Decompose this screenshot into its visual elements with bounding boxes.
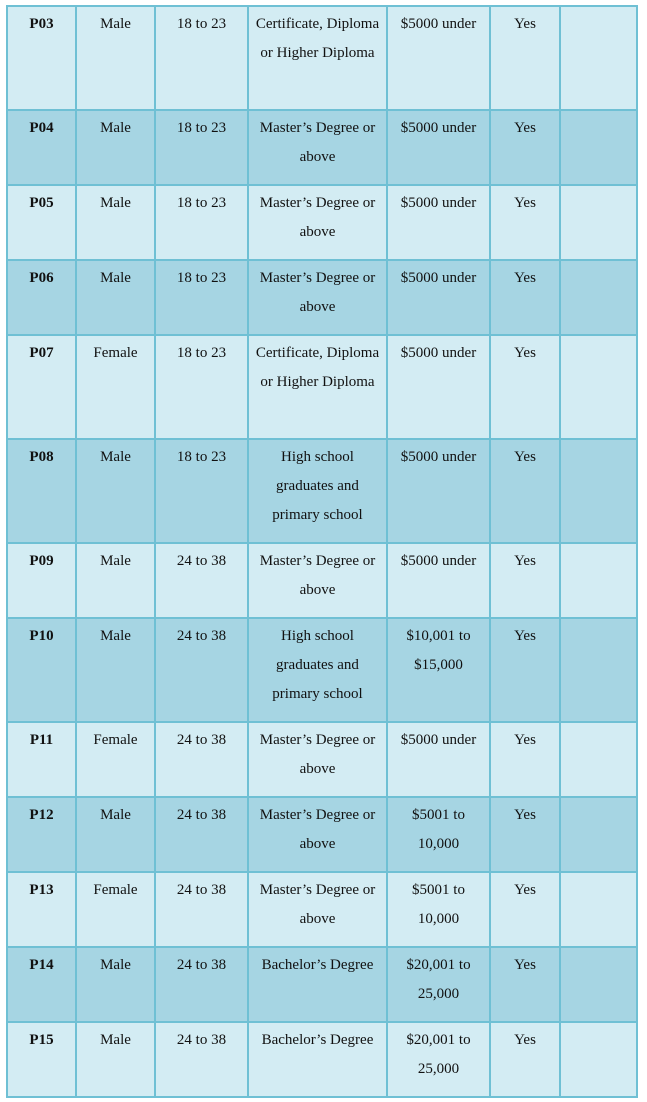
table-row bbox=[7, 110, 637, 185]
income-cell: $5001 to 10,000 bbox=[387, 797, 490, 872]
answer-cell: Yes bbox=[490, 872, 560, 947]
income-cell: $10,001 to $15,000 bbox=[387, 618, 490, 722]
table-row bbox=[7, 618, 637, 722]
empty-cell bbox=[560, 439, 637, 543]
participant-id-cell: P14 bbox=[7, 947, 76, 1022]
age-cell: 24 to 38 bbox=[155, 543, 248, 618]
empty-cell bbox=[560, 110, 637, 185]
table-row bbox=[7, 335, 637, 439]
empty-cell bbox=[560, 543, 637, 618]
gender-cell: Female bbox=[76, 872, 155, 947]
answer-cell: Yes bbox=[490, 110, 560, 185]
education-cell: Master’s Degree or above bbox=[248, 543, 387, 618]
education-cell: Certificate, Diploma or Higher Diploma bbox=[248, 335, 387, 439]
answer-cell: Yes bbox=[490, 185, 560, 260]
age-cell: 18 to 23 bbox=[155, 260, 248, 335]
empty-cell bbox=[560, 260, 637, 335]
empty-cell bbox=[560, 1022, 637, 1097]
empty-cell bbox=[560, 185, 637, 260]
income-cell: $5000 under bbox=[387, 722, 490, 797]
gender-cell: Male bbox=[76, 797, 155, 872]
participant-id-cell: P08 bbox=[7, 439, 76, 543]
income-cell: $5001 to 10,000 bbox=[387, 872, 490, 947]
participant-id-cell: P10 bbox=[7, 618, 76, 722]
participant-id-cell: P07 bbox=[7, 335, 76, 439]
table-row bbox=[7, 6, 637, 110]
education-cell: Bachelor’s Degree bbox=[248, 947, 387, 1022]
answer-cell: Yes bbox=[490, 6, 560, 110]
education-cell: Bachelor’s Degree bbox=[248, 1022, 387, 1097]
income-cell: $20,001 to 25,000 bbox=[387, 947, 490, 1022]
age-cell: 24 to 38 bbox=[155, 618, 248, 722]
gender-cell: Male bbox=[76, 260, 155, 335]
answer-cell: Yes bbox=[490, 722, 560, 797]
table-row bbox=[7, 797, 637, 872]
gender-cell: Female bbox=[76, 335, 155, 439]
answer-cell: Yes bbox=[490, 797, 560, 872]
answer-cell: Yes bbox=[490, 335, 560, 439]
table-row bbox=[7, 722, 637, 797]
participants-table bbox=[6, 5, 638, 1098]
age-cell: 24 to 38 bbox=[155, 797, 248, 872]
participant-id-cell: P06 bbox=[7, 260, 76, 335]
participant-id-cell: P04 bbox=[7, 110, 76, 185]
empty-cell bbox=[560, 335, 637, 439]
education-cell: Master’s Degree or above bbox=[248, 722, 387, 797]
table-row bbox=[7, 439, 637, 543]
income-cell: $5000 under bbox=[387, 260, 490, 335]
gender-cell: Male bbox=[76, 543, 155, 618]
table-row bbox=[7, 1022, 637, 1097]
income-cell: $5000 under bbox=[387, 110, 490, 185]
education-cell: Master’s Degree or above bbox=[248, 797, 387, 872]
participant-id-cell: P13 bbox=[7, 872, 76, 947]
answer-cell: Yes bbox=[490, 1022, 560, 1097]
education-cell: High school graduates and primary school bbox=[248, 618, 387, 722]
answer-cell: Yes bbox=[490, 618, 560, 722]
participant-id-cell: P03 bbox=[7, 6, 76, 110]
age-cell: 18 to 23 bbox=[155, 439, 248, 543]
age-cell: 18 to 23 bbox=[155, 335, 248, 439]
age-cell: 24 to 38 bbox=[155, 872, 248, 947]
gender-cell: Female bbox=[76, 722, 155, 797]
table-row bbox=[7, 947, 637, 1022]
participants-table-container bbox=[6, 5, 636, 1098]
income-cell: $5000 under bbox=[387, 439, 490, 543]
age-cell: 18 to 23 bbox=[155, 185, 248, 260]
age-cell: 24 to 38 bbox=[155, 1022, 248, 1097]
participant-id-cell: P05 bbox=[7, 185, 76, 260]
gender-cell: Male bbox=[76, 947, 155, 1022]
empty-cell bbox=[560, 6, 637, 110]
education-cell: Master’s Degree or above bbox=[248, 110, 387, 185]
participant-id-cell: P09 bbox=[7, 543, 76, 618]
income-cell: $5000 under bbox=[387, 543, 490, 618]
empty-cell bbox=[560, 722, 637, 797]
education-cell: High school graduates and primary school bbox=[248, 439, 387, 543]
empty-cell bbox=[560, 618, 637, 722]
empty-cell bbox=[560, 872, 637, 947]
income-cell: $20,001 to 25,000 bbox=[387, 1022, 490, 1097]
empty-cell bbox=[560, 947, 637, 1022]
gender-cell: Male bbox=[76, 439, 155, 543]
gender-cell: Male bbox=[76, 6, 155, 110]
gender-cell: Male bbox=[76, 618, 155, 722]
answer-cell: Yes bbox=[490, 947, 560, 1022]
table-row bbox=[7, 185, 637, 260]
gender-cell: Male bbox=[76, 110, 155, 185]
gender-cell: Male bbox=[76, 1022, 155, 1097]
education-cell: Master’s Degree or above bbox=[248, 260, 387, 335]
education-cell: Master’s Degree or above bbox=[248, 872, 387, 947]
answer-cell: Yes bbox=[490, 439, 560, 543]
table-row bbox=[7, 872, 637, 947]
gender-cell: Male bbox=[76, 185, 155, 260]
age-cell: 24 to 38 bbox=[155, 947, 248, 1022]
age-cell: 18 to 23 bbox=[155, 110, 248, 185]
answer-cell: Yes bbox=[490, 543, 560, 618]
participant-id-cell: P11 bbox=[7, 722, 76, 797]
table-row bbox=[7, 260, 637, 335]
age-cell: 24 to 38 bbox=[155, 722, 248, 797]
income-cell: $5000 under bbox=[387, 6, 490, 110]
income-cell: $5000 under bbox=[387, 335, 490, 439]
participant-id-cell: P15 bbox=[7, 1022, 76, 1097]
income-cell: $5000 under bbox=[387, 185, 490, 260]
empty-cell bbox=[560, 797, 637, 872]
education-cell: Master’s Degree or above bbox=[248, 185, 387, 260]
participant-id-cell: P12 bbox=[7, 797, 76, 872]
age-cell: 18 to 23 bbox=[155, 6, 248, 110]
education-cell: Certificate, Diploma or Higher Diploma bbox=[248, 6, 387, 110]
answer-cell: Yes bbox=[490, 260, 560, 335]
table-row bbox=[7, 543, 637, 618]
